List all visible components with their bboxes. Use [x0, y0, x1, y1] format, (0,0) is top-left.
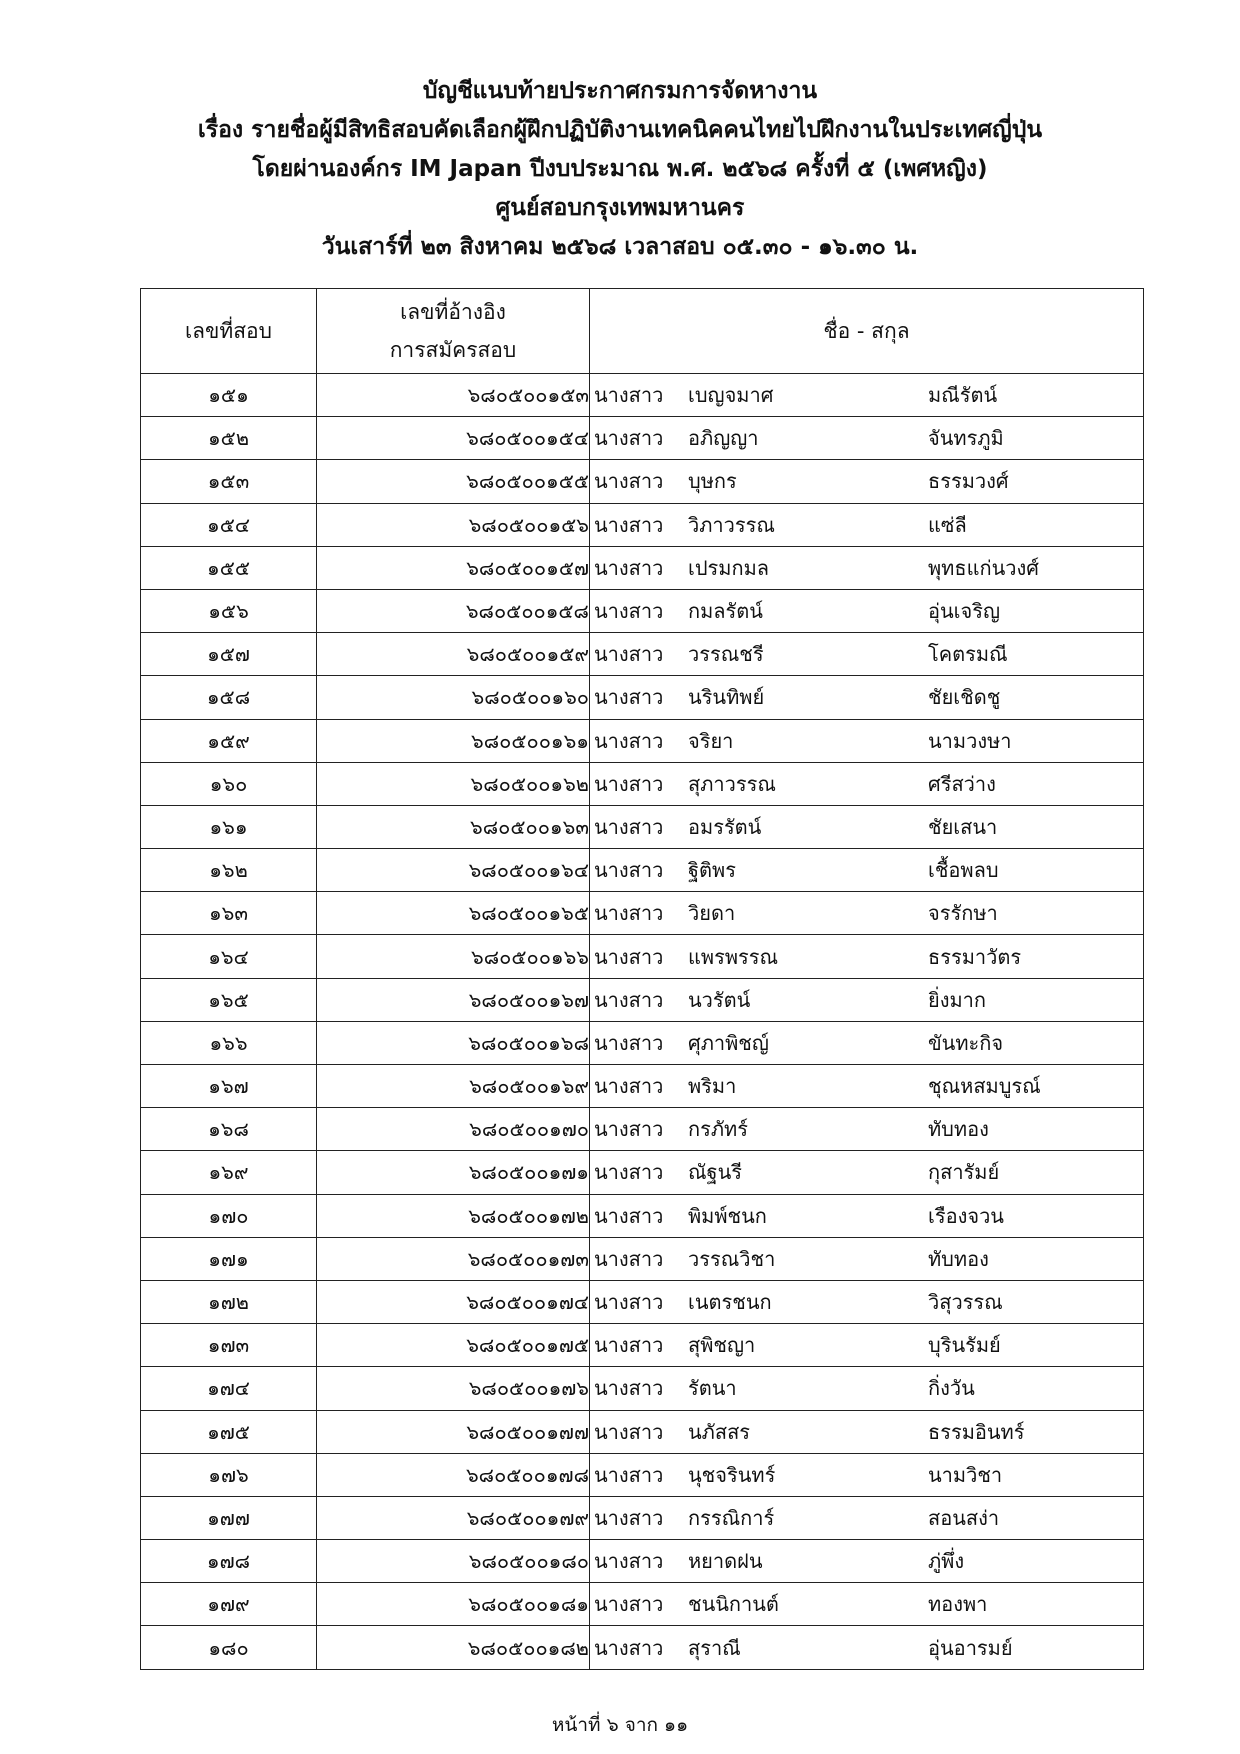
reference-number-cell: ๖๘๐๕๐๐๑๖๑: [317, 719, 590, 762]
name-title: นางสาว: [594, 685, 664, 710]
name-title: นางสาว: [594, 642, 664, 667]
first-name: นุชจรินทร์: [688, 1462, 776, 1487]
first-name: เนตรชนก: [688, 1290, 772, 1315]
exam-number-cell: ๑๖๕: [141, 978, 317, 1021]
header-reference-line1: เลขที่อ้างอิง: [400, 300, 506, 324]
full-name-cell: [590, 1410, 1144, 1453]
reference-number-cell: ๖๘๐๕๐๐๑๗๑: [317, 1151, 590, 1194]
exam-number-cell: ๑๖๗: [141, 1065, 317, 1108]
exam-number-cell: ๑๕๕: [141, 546, 317, 589]
table-row: [141, 1496, 1144, 1539]
full-name-cell: [590, 1237, 1144, 1280]
last-name: ทับทอง: [928, 1246, 989, 1271]
name-title: นางสาว: [594, 1419, 664, 1444]
last-name: แซ่ลี: [928, 512, 967, 537]
table-row: [141, 374, 1144, 417]
table-row: [141, 1280, 1144, 1323]
reference-number-cell: ๖๘๐๕๐๐๑๖๘: [317, 1021, 590, 1064]
reference-number-cell: ๖๘๐๕๐๐๑๖๓: [317, 805, 590, 848]
exam-number-cell: ๑๗๖: [141, 1453, 317, 1496]
table-row: [141, 1324, 1144, 1367]
last-name: บุรินรัมย์: [928, 1333, 1001, 1358]
table-row: [141, 503, 1144, 546]
first-name: พิมพ์ชนก: [688, 1203, 767, 1228]
reference-number-cell: ๖๘๐๕๐๐๑๖๐: [317, 676, 590, 719]
name-title: นางสาว: [594, 814, 664, 839]
name-title: นางสาว: [594, 987, 664, 1012]
full-name-cell: [590, 1108, 1144, 1151]
exam-number-cell: ๑๖๓: [141, 892, 317, 935]
first-name: รัตนา: [688, 1376, 737, 1401]
exam-number-cell: ๑๕๘: [141, 676, 317, 719]
full-name-cell: [590, 1453, 1144, 1496]
last-name: จันทรภูมิ: [928, 426, 1004, 451]
last-name: กุสารัมย์: [928, 1160, 1000, 1185]
document-header: [0, 72, 1240, 267]
full-name-cell: [590, 762, 1144, 805]
last-name: มณีรัตน์: [928, 383, 998, 408]
reference-number-cell: ๖๘๐๕๐๐๑๕๓: [317, 374, 590, 417]
last-name: อุ่นเจริญ: [928, 599, 1001, 624]
table-row: [141, 417, 1144, 460]
name-title: นางสาว: [594, 1030, 664, 1055]
table-row: [141, 1367, 1144, 1410]
table-row: [141, 1237, 1144, 1280]
last-name: โคตรมณี: [928, 642, 1008, 667]
last-name: กิ่งวัน: [928, 1376, 975, 1401]
last-name: ชุณหสมบูรณ์: [928, 1074, 1041, 1099]
table-row: [141, 676, 1144, 719]
name-title: นางสาว: [594, 469, 664, 494]
reference-number-cell: ๖๘๐๕๐๐๑๕๗: [317, 546, 590, 589]
name-title: นางสาว: [594, 1074, 664, 1099]
reference-number-cell: ๖๘๐๕๐๐๑๗๓: [317, 1237, 590, 1280]
reference-number-cell: ๖๘๐๕๐๐๑๗๖: [317, 1367, 590, 1410]
name-title: นางสาว: [594, 1160, 664, 1185]
name-title: นางสาว: [594, 944, 664, 969]
reference-number-cell: ๖๘๐๕๐๐๑๕๘: [317, 589, 590, 632]
exam-number-cell: ๑๖๖: [141, 1021, 317, 1064]
first-name: สุภาวรรณ: [688, 771, 776, 796]
reference-number-cell: ๖๘๐๕๐๐๑๕๔: [317, 417, 590, 460]
name-title: นางสาว: [594, 1290, 664, 1315]
table-row: [141, 849, 1144, 892]
name-title: นางสาว: [594, 858, 664, 883]
exam-number-cell: ๑๕๖: [141, 589, 317, 632]
name-title: นางสาว: [594, 771, 664, 796]
candidate-table: [140, 288, 1144, 1670]
full-name-cell: [590, 1496, 1144, 1539]
first-name: วรรณชรี: [688, 642, 764, 667]
exam-number-cell: ๑๖๒: [141, 849, 317, 892]
exam-number-cell: ๑๕๒: [141, 417, 317, 460]
first-name: เบญจมาศ: [688, 383, 774, 408]
last-name: อุ่นอารมย์: [928, 1635, 1013, 1660]
reference-number-cell: ๖๘๐๕๐๐๑๘๑: [317, 1583, 590, 1626]
full-name-cell: [590, 935, 1144, 978]
reference-number-cell: ๖๘๐๕๐๐๑๗๐: [317, 1108, 590, 1151]
table-row: [141, 589, 1144, 632]
exam-center: ศูนย์สอบกรุงเทพมหานคร: [495, 195, 745, 221]
table-body: [141, 374, 1144, 1670]
reference-number-cell: ๖๘๐๕๐๐๑๖๖: [317, 935, 590, 978]
exam-number-cell: ๑๖๙: [141, 1151, 317, 1194]
last-name: จรรักษา: [928, 901, 998, 926]
table-row: [141, 460, 1144, 503]
name-title: นางสาว: [594, 1333, 664, 1358]
last-name: ศรีสว่าง: [928, 771, 996, 796]
name-title: นางสาว: [594, 1376, 664, 1401]
reference-number-cell: ๖๘๐๕๐๐๑๖๕: [317, 892, 590, 935]
full-name-cell: [590, 1540, 1144, 1583]
full-name-cell: [590, 1065, 1144, 1108]
table-header-row: [141, 289, 1144, 374]
last-name: เชื้อพลบ: [928, 858, 999, 883]
reference-number-cell: ๖๘๐๕๐๐๑๘๒: [317, 1626, 590, 1669]
table-row: [141, 1583, 1144, 1626]
name-title: นางสาว: [594, 1635, 664, 1660]
table-row: [141, 1151, 1144, 1194]
last-name: ธรรมวงศ์: [928, 469, 1009, 494]
exam-number-cell: ๑๖๘: [141, 1108, 317, 1151]
exam-number-cell: ๑๗๕: [141, 1410, 317, 1453]
first-name: ฐิติพร: [688, 858, 736, 883]
table-row: [141, 546, 1144, 589]
last-name: ชัยเชิดชู: [928, 685, 1001, 710]
full-name-cell: [590, 719, 1144, 762]
document-organization-line: โดยผ่านองค์กร IM Japan ปีงบประมาณ พ.ศ. ๒๕๖๘ ครั้งที่ ๕ (เพศหญิง): [252, 156, 988, 182]
header-full-name: ชื่อ - สกุล: [590, 289, 1144, 374]
last-name: ขันทะกิจ: [928, 1030, 1004, 1055]
full-name-cell: [590, 978, 1144, 1021]
full-name-cell: [590, 1194, 1144, 1237]
reference-number-cell: ๖๘๐๕๐๐๑๕๕: [317, 460, 590, 503]
reference-number-cell: ๖๘๐๕๐๐๑๖๗: [317, 978, 590, 1021]
table-row: [141, 762, 1144, 805]
exam-number-cell: ๑๗๐: [141, 1194, 317, 1237]
last-name: ทองพา: [928, 1592, 988, 1617]
exam-number-cell: ๑๗๗: [141, 1496, 317, 1539]
first-name: ศุภาพิชญ์: [688, 1030, 769, 1055]
last-name: ภู่พึ่ง: [928, 1549, 965, 1574]
full-name-cell: [590, 633, 1144, 676]
reference-number-cell: ๖๘๐๕๐๐๑๗๒: [317, 1194, 590, 1237]
table-row: [141, 1021, 1144, 1064]
last-name: วิสุวรรณ: [928, 1290, 1003, 1315]
exam-number-cell: ๑๕๓: [141, 460, 317, 503]
reference-number-cell: ๖๘๐๕๐๐๑๖๒: [317, 762, 590, 805]
last-name: ทับทอง: [928, 1117, 989, 1142]
name-title: นางสาว: [594, 1462, 664, 1487]
reference-number-cell: ๖๘๐๕๐๐๑๗๗: [317, 1410, 590, 1453]
reference-number-cell: ๖๘๐๕๐๐๑๗๔: [317, 1280, 590, 1323]
reference-number-cell: ๖๘๐๕๐๐๑๕๙: [317, 633, 590, 676]
header-reference-number: [317, 289, 590, 374]
table-row: [141, 805, 1144, 848]
reference-number-cell: ๖๘๐๕๐๐๑๗๕: [317, 1324, 590, 1367]
document-title: บัญชีแนบท้ายประกาศกรมการจัดหางาน: [422, 78, 818, 104]
exam-number-cell: ๑๗๓: [141, 1324, 317, 1367]
full-name-cell: [590, 1367, 1144, 1410]
first-name: เปรมกมล: [688, 555, 770, 580]
name-title: นางสาว: [594, 555, 664, 580]
full-name-cell: [590, 892, 1144, 935]
header-reference-line2: การสมัครสอบ: [389, 338, 517, 362]
exam-number-cell: ๑๕๔: [141, 503, 317, 546]
last-name: นามวงษา: [928, 728, 1012, 753]
exam-number-cell: ๑๗๒: [141, 1280, 317, 1323]
exam-number-cell: ๑๕๑: [141, 374, 317, 417]
name-title: นางสาว: [594, 1117, 664, 1142]
full-name-cell: [590, 1280, 1144, 1323]
reference-number-cell: ๖๘๐๕๐๐๑๗๘: [317, 1453, 590, 1496]
exam-number-cell: ๑๗๘: [141, 1540, 317, 1583]
reference-number-cell: ๖๘๐๕๐๐๑๗๙: [317, 1496, 590, 1539]
last-name: ธรรมอินทร์: [928, 1419, 1025, 1444]
exam-number-cell: ๑๕๗: [141, 633, 317, 676]
full-name-cell: [590, 676, 1144, 719]
reference-number-cell: ๖๘๐๕๐๐๑๘๐: [317, 1540, 590, 1583]
first-name: นภัสสร: [688, 1419, 751, 1444]
first-name: วิภาวรรณ: [688, 512, 775, 537]
first-name: วิยดา: [688, 901, 736, 926]
name-title: นางสาว: [594, 901, 664, 926]
first-name: นวรัตน์: [688, 987, 751, 1012]
full-name-cell: [590, 589, 1144, 632]
first-name: อภิญญา: [688, 426, 759, 451]
name-title: นางสาว: [594, 426, 664, 451]
header-exam-number: เลขที่สอบ: [141, 289, 317, 374]
page-number: หน้าที่ ๖ จาก ๑๑: [551, 1714, 689, 1736]
name-title: นางสาว: [594, 1246, 664, 1271]
first-name: กรรณิการ์: [688, 1505, 775, 1530]
first-name: กมลรัตน์: [688, 599, 763, 624]
full-name-cell: [590, 417, 1144, 460]
first-name: อมรรัตน์: [688, 814, 762, 839]
full-name-cell: [590, 849, 1144, 892]
table-row: [141, 1194, 1144, 1237]
last-name: ธรรมาวัตร: [928, 944, 1022, 969]
last-name: เรืองจวน: [928, 1203, 1004, 1228]
first-name: ชนนิกานต์: [688, 1592, 779, 1617]
table-row: [141, 1453, 1144, 1496]
full-name-cell: [590, 1626, 1144, 1669]
table-row: [141, 1626, 1144, 1669]
first-name: นรินทิพย์: [688, 685, 765, 710]
table-row: [141, 1410, 1144, 1453]
table-row: [141, 892, 1144, 935]
first-name: บุษกร: [688, 469, 737, 494]
full-name-cell: [590, 546, 1144, 589]
table-row: [141, 633, 1144, 676]
first-name: วรรณวิชา: [688, 1246, 776, 1271]
last-name: สอนสง่า: [928, 1505, 1000, 1530]
exam-number-cell: ๑๖๐: [141, 762, 317, 805]
exam-number-cell: ๑๕๙: [141, 719, 317, 762]
last-name: นามวิชา: [928, 1462, 1003, 1487]
first-name: สุราณี: [688, 1635, 741, 1660]
name-title: นางสาว: [594, 599, 664, 624]
full-name-cell: [590, 460, 1144, 503]
reference-number-cell: ๖๘๐๕๐๐๑๖๙: [317, 1065, 590, 1108]
name-title: นางสาว: [594, 1505, 664, 1530]
reference-number-cell: ๖๘๐๕๐๐๑๖๔: [317, 849, 590, 892]
exam-number-cell: ๑๗๔: [141, 1367, 317, 1410]
full-name-cell: [590, 1324, 1144, 1367]
first-name: สุพิชญา: [688, 1333, 756, 1358]
full-name-cell: [590, 1151, 1144, 1194]
first-name: หยาดฝน: [688, 1549, 763, 1574]
first-name: พริมา: [688, 1074, 737, 1099]
table-row: [141, 978, 1144, 1021]
table-row: [141, 935, 1144, 978]
exam-date-time: วันเสาร์ที่ ๒๓ สิงหาคม ๒๕๖๘ เวลาสอบ ๐๕.๓๐ - ๑๖.๓๐ น.: [321, 234, 919, 260]
full-name-cell: [590, 805, 1144, 848]
first-name: จริยา: [688, 728, 734, 753]
exam-number-cell: ๑๘๐: [141, 1626, 317, 1669]
exam-number-cell: ๑๖๑: [141, 805, 317, 848]
document-subject: เรื่อง รายชื่อผู้มีสิทธิสอบคัดเลือกผู้ฝึกปฏิบัติงานเทคนิคคนไทยไปฝึกงานในประเทศญี่ปุ่น: [197, 117, 1043, 143]
table-row: [141, 1108, 1144, 1151]
reference-number-cell: ๖๘๐๕๐๐๑๕๖: [317, 503, 590, 546]
name-title: นางสาว: [594, 383, 664, 408]
table-row: [141, 1065, 1144, 1108]
name-title: นางสาว: [594, 1203, 664, 1228]
last-name: พุทธแก่นวงศ์: [928, 555, 1039, 580]
table-row: [141, 719, 1144, 762]
name-title: นางสาว: [594, 1592, 664, 1617]
first-name: แพรพรรณ: [688, 944, 779, 969]
name-title: นางสาว: [594, 728, 664, 753]
name-title: นางสาว: [594, 1549, 664, 1574]
full-name-cell: [590, 1583, 1144, 1626]
name-title: นางสาว: [594, 512, 664, 537]
first-name: ณัฐนรี: [688, 1160, 743, 1185]
table-row: [141, 1540, 1144, 1583]
exam-number-cell: ๑๖๔: [141, 935, 317, 978]
exam-number-cell: ๑๗๑: [141, 1237, 317, 1280]
exam-number-cell: ๑๗๙: [141, 1583, 317, 1626]
first-name: กรภัทร์: [688, 1117, 748, 1142]
last-name: ยิ่งมาก: [928, 987, 987, 1012]
full-name-cell: [590, 374, 1144, 417]
full-name-cell: [590, 1021, 1144, 1064]
full-name-cell: [590, 503, 1144, 546]
last-name: ชัยเสนา: [928, 814, 998, 839]
